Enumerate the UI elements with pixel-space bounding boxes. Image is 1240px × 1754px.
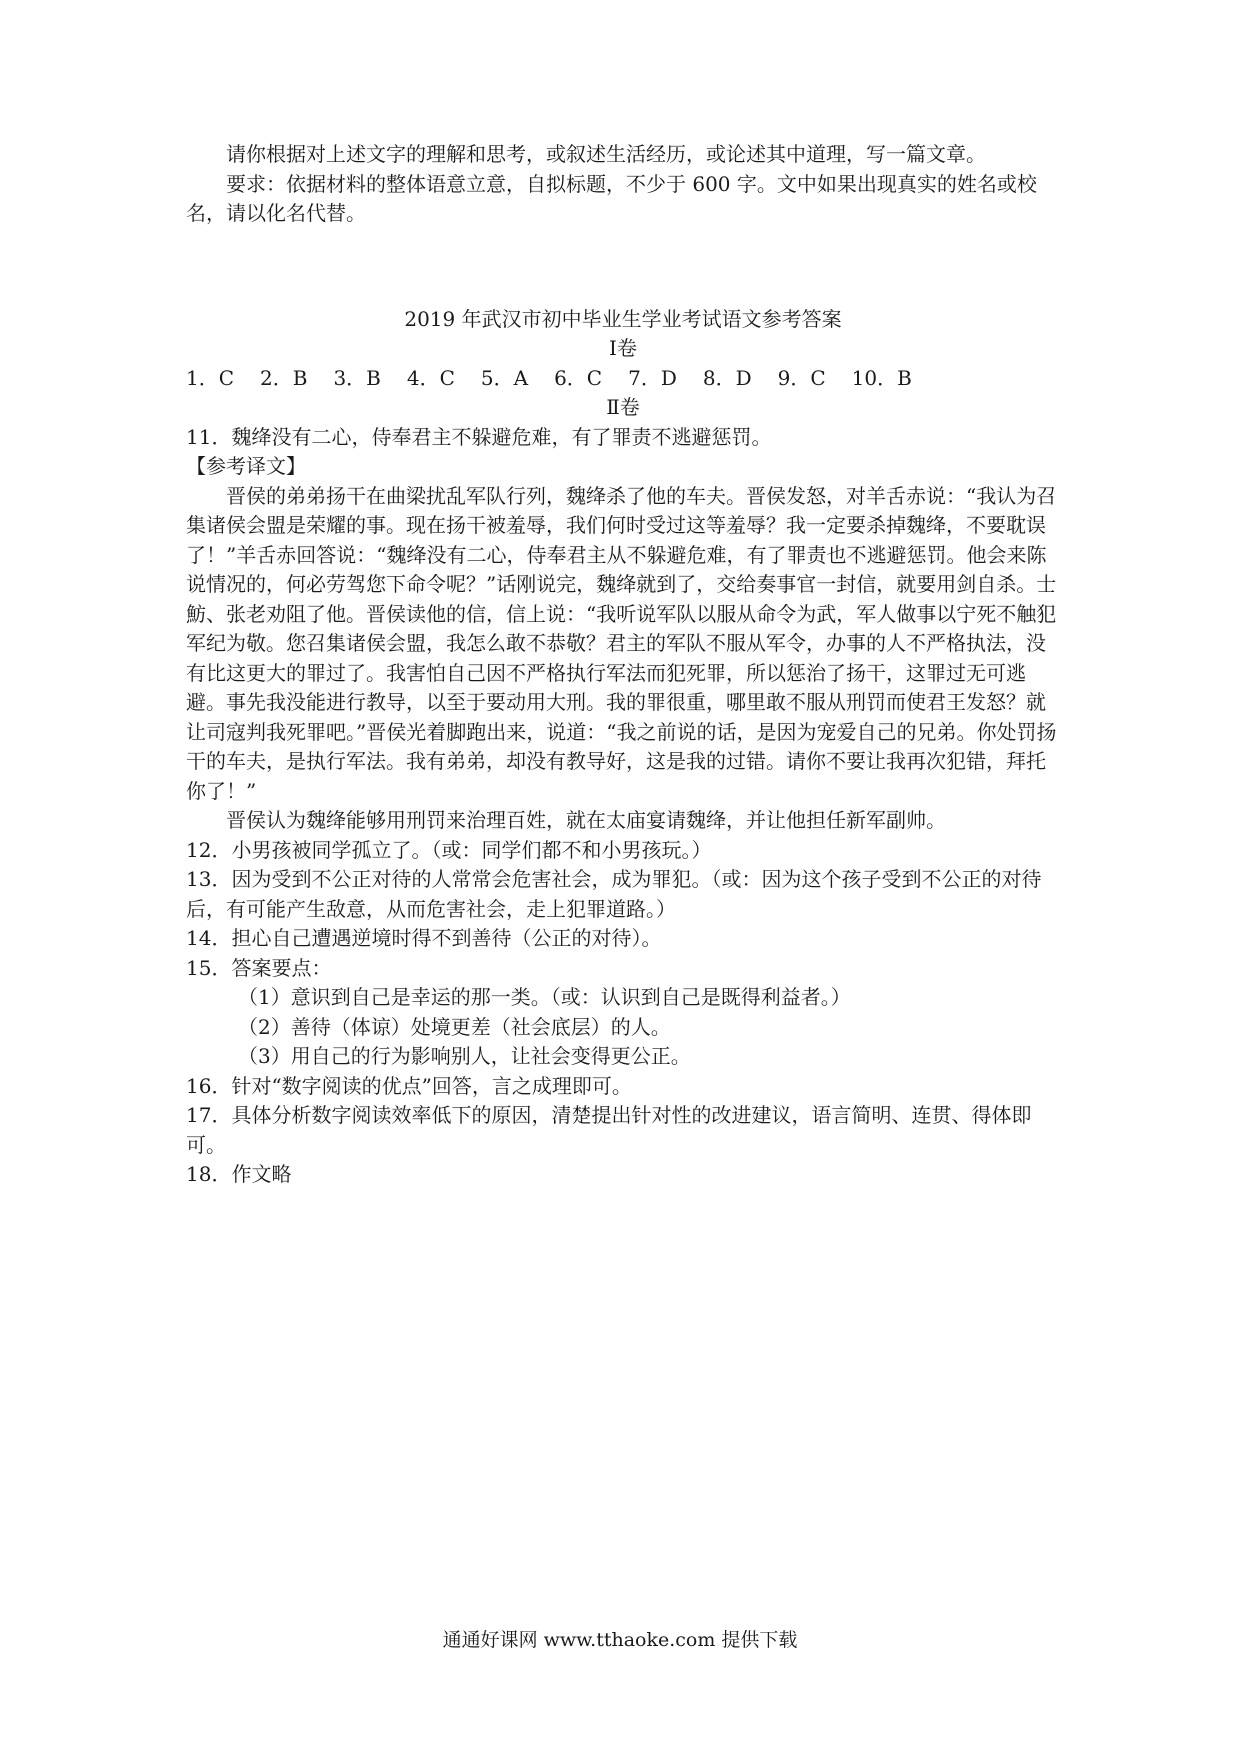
answer-15-point: （3）用自己的行为影响别人，让社会变得更公正。 (238, 1044, 691, 1068)
choice-answers (186, 364, 1060, 394)
answer-11: 11．魏绛没有二心，侍奉君主不躲避危难，有了罪责不逃避惩罚。 (186, 424, 772, 449)
answer-13: 13．因为受到不公正对待的人常常会危害社会，成为罪犯。（或：因为这个孩子受到不公正的对待后，有可能产生敌意，从而危害社会，走上犯罪道路。） (186, 867, 1042, 921)
intro-prompt: 请你根据对上述文字的理解和思考，或叙述生活经历，或论述其中道理，写一篇文章。 (226, 142, 986, 166)
choice-answer: 6．C (554, 365, 603, 390)
intro-requirements: 要求：依据材料的整体语意立意，自拟标题，不少于 600 字。文中如果出现真实的姓名或校名，请以化名代替。 (186, 171, 1037, 225)
document-body (186, 140, 1060, 1190)
choice-answer: 4．C (406, 365, 455, 390)
translation-paragraph-2: 晋侯认为魏绛能够用刑罚来治理百姓，就在太庙宴请魏绛，并让他担任新军副帅。 (226, 808, 946, 832)
choice-answer: 1．C (186, 365, 235, 390)
footer-source: 通通好课网 www.tthaoke.com 提供下载 (442, 1629, 798, 1651)
answer-18: 18．作文略 (186, 1162, 292, 1186)
choice-answer: 10．B (851, 365, 912, 390)
choice-answer: 9．C (777, 365, 826, 390)
section-2-heading: Ⅱ卷 (606, 395, 640, 419)
choice-answer: 8．D (702, 365, 752, 390)
answer-16: 16．针对“数字阅读的优点”回答，言之成理即可。 (186, 1073, 632, 1098)
answer-15: 15．答案要点： (186, 955, 332, 980)
answer-12: 12．小男孩被同学孤立了。（或：同学们都不和小男孩玩。） (186, 837, 712, 862)
answer-17: 17．具体分析数字阅读效率低下的原因，清楚提出针对性的改进建议，语言简明、连贯、得体即可。 (186, 1103, 1032, 1157)
section-gap (186, 229, 1060, 305)
choice-answer: 5．A (480, 365, 529, 390)
section-1-heading: Ⅰ卷 (609, 336, 637, 360)
choice-answer: 3．B (333, 365, 381, 390)
choice-answer: 7．D (628, 365, 677, 390)
answer-key-title: 2019 年武汉市初中毕业生学业考试语文参考答案 (404, 306, 842, 331)
choice-answer: 2．B (260, 365, 308, 390)
answer-14: 14．担心自己遭遇逆境时得不到善待（公正的对待）。 (186, 926, 662, 950)
answer-15-point: （2）善待（体谅）处境更差（社会底层）的人。 (238, 1014, 671, 1039)
answer-15-point: （1）意识到自己是幸运的那一类。（或：认识到自己是既得利益者。） (238, 985, 851, 1009)
translation-heading: 【参考译文】 (186, 454, 306, 478)
translation-paragraph-1: 晋侯的弟弟扬干在曲梁扰乱军队行列，魏绛杀了他的车夫。晋侯发怒，对羊舌赤说：“我认为召集诸侯会盟是荣耀的事。现在扬干被羞辱，我们何时受过这等羞辱？我一定要杀掉魏绛，不要耽误了！”羊舌赤回答说：“魏绛没有二心，侍奉君主从不躲避危难，有了罪责也不逃避惩罚。他会来陈说情况的，何必劳驾您下命令呢？”话刚说完，魏绛就到了，交给奏事官一封信，就要用剑自杀。士魴、张老劝阻了他。晋侯读他的信，信上说：“我听说军队以服从命令为武，军人做事以宁死不触犯军纪为敬。您召集诸侯会盟，我怎么敢不恭敬？君主的军队不服从军令，办事的人不严格执法，没有比这更大的罪过了。我害怕自己因不严格执行军法而犯死罪，所以惩治了扬干，这罪过无可逃避。事先我没能进行教导，以至于要动用大刑。我的罪很重，哪里敢不服从刑罚而使君王发怒？就让司寇判我死罪吧。”晋侯光着脚跑出来，说道：“我之前说的话，是因为宠爱自己的兄弟。你处罚扬干的车夫，是执行军法。我有弟弟，却没有教导好，这是我的过错。请你不要让我再次犯错，拜托你了！” (186, 483, 1057, 803)
